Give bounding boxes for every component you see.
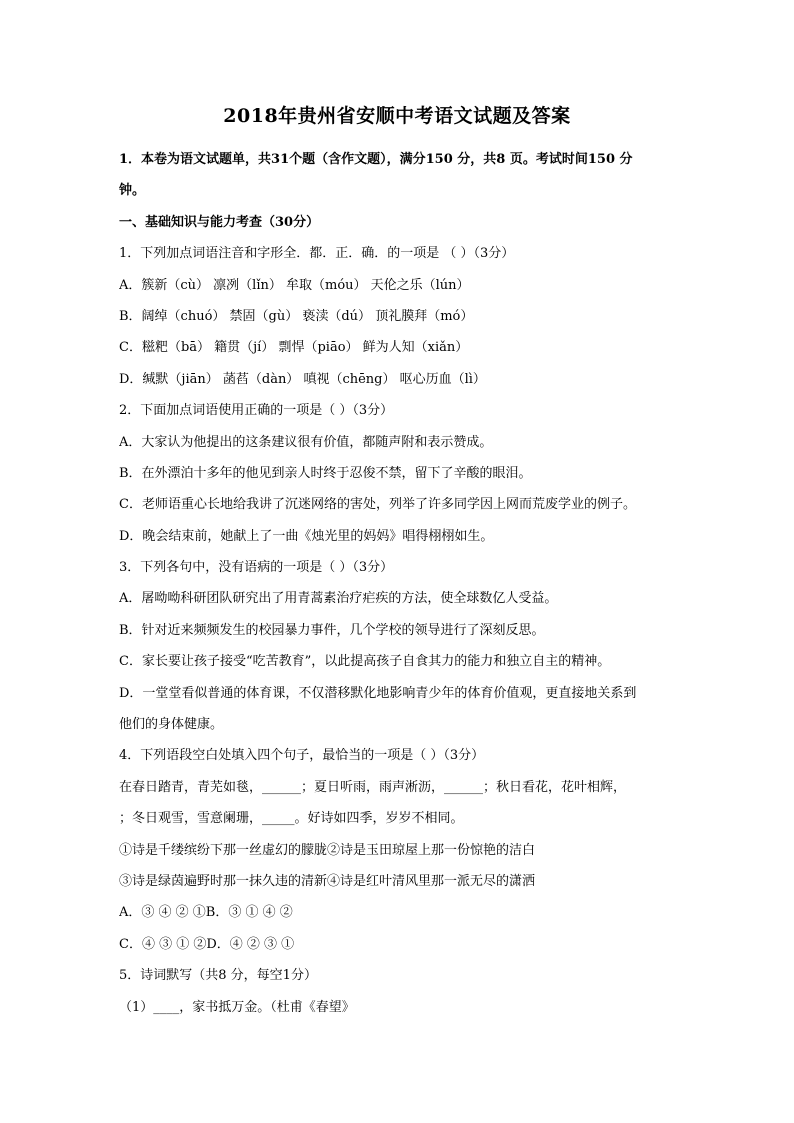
- option-line: D．一堂堂看似普通的体育课，不仅潜移默化地影响青少年的体育价值观，更直接地关系到: [119, 685, 637, 701]
- question-4: 4．下列语段空白处填入四个句子，最恰当的一项是（ ）（3分）: [119, 748, 485, 764]
- instruction-line: 1．本卷为语文试题单，共31个题（含作文题），满分150 分，共8 页。考试时间150 分: [119, 152, 633, 167]
- sentence-line: ③诗是绿茵遍野时那一抹久违的清新④诗是红叶清风里那一派无尽的潇洒: [119, 873, 536, 889]
- document-body: [119, 144, 679, 1023]
- option-line: 他们的身体健康。: [119, 717, 224, 733]
- option-line: D．缄默（jiān） 菡萏（dàn） 嗔视（chēng） 呕心历血（lì）: [119, 371, 486, 387]
- option-line: B．针对近来频频发生的校园暴力事件，几个学校的领导进行了深刻反思。: [119, 622, 545, 638]
- instruction-line: 钟。: [119, 183, 146, 199]
- option-line: B．阔绰（chuó） 禁固（gù） 亵渎（dú） 顶礼膜拜（mó）: [119, 308, 474, 324]
- fill-in-line: （1）____，家书抵万金。（杜甫《春望》: [119, 999, 355, 1015]
- option-line: B．在外漂泊十多年的他见到亲人时终于忍俊不禁，留下了辛酸的眼泪。: [119, 465, 532, 481]
- option-line: A．大家认为他提出的这条建议很有价值，都随声附和表示赞成。: [119, 434, 493, 450]
- option-line: C．老师语重心长地给我讲了沉迷网络的害处，列举了许多同学因上网而荒废学业的例子。: [119, 497, 636, 513]
- option-line: D．晚会结束前，她献上了一曲《烛光里的妈妈》唱得栩栩如生。: [119, 528, 494, 544]
- option-line: A．屠呦呦科研团队研究出了用青蒿素治疗疟疾的方法，使全球数亿人受益。: [119, 591, 558, 607]
- option-line: C．糍粑（bā） 籍贯（jí） 剽悍（piāo） 鲜为人知（xiǎn）: [119, 340, 469, 356]
- question-1: 1．下列加点词语注音和字形全．都．正．确．的一项是 （ ）（3分）: [119, 246, 515, 262]
- page-title: 2018年贵州省安顺中考语文试题及答案: [223, 105, 571, 127]
- section-heading: 一、基础知识与能力考查（30分）: [119, 214, 320, 230]
- option-line: C．④ ③ ① ②D．④ ② ③ ①: [119, 936, 295, 952]
- passage-line: ；冬日观雪，雪意阑珊，_____。好诗如四季，岁岁不相同。: [119, 811, 464, 827]
- passage-line: 在春日踏青，青芜如毯，______；夏日听雨，雨声淅沥，______；秋日看花，花叶相辉，: [119, 779, 627, 795]
- option-line: C．家长要让孩子接受“吃苦教育”，以此提高孩子自食其力的能力和独立自主的精神。: [119, 654, 611, 670]
- option-line: A．簇新（cù） 凛冽（lǐn） 牟取（móu） 天伦之乐（lún）: [119, 277, 470, 293]
- option-line: A．③ ④ ② ①B．③ ① ④ ②: [119, 905, 293, 921]
- question-2: 2．下面加点词语使用正确的一项是（ ）（3分）: [119, 403, 394, 419]
- sentence-line: ①诗是千缕缤纷下那一丝虚幻的朦胧②诗是玉田琼屋上那一份惊艳的洁白: [119, 842, 536, 858]
- question-3: 3．下列各句中，没有语病的一项是（ ）（3分）: [119, 560, 394, 576]
- question-5: 5．诗词默写（共8 分，每空1分）: [119, 968, 317, 984]
